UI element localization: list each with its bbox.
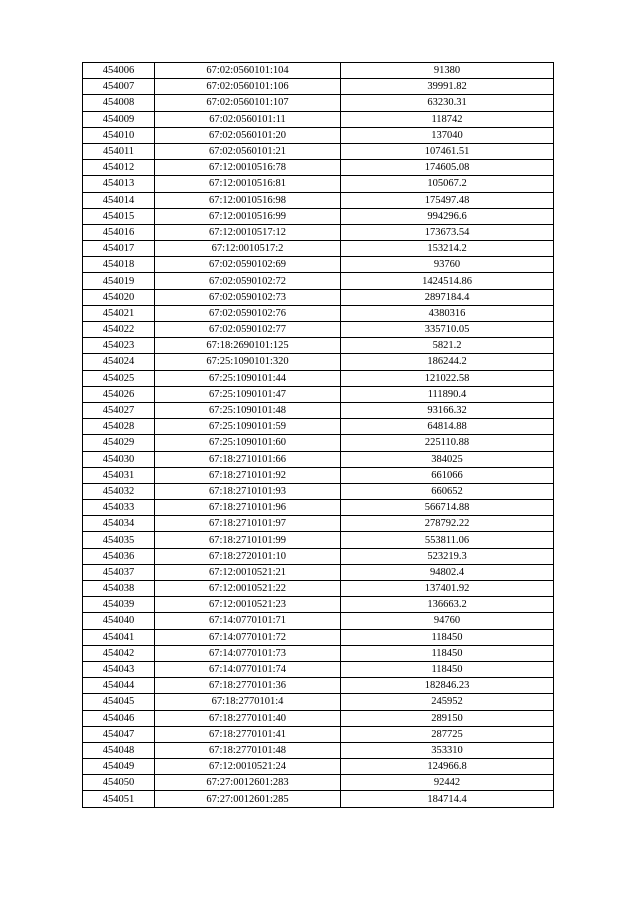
table-row <box>83 451 554 467</box>
cadastral-number-cell: 67:02:0560101:20 <box>155 127 341 143</box>
row-number-cell: 454025 <box>83 370 155 386</box>
cadastral-value-cell: 184714.4 <box>341 791 554 807</box>
table-row <box>83 402 554 418</box>
cadastral-value-table <box>82 62 554 808</box>
table-row <box>83 305 554 321</box>
row-number-cell: 454024 <box>83 354 155 370</box>
cadastral-number-cell: 67:25:1090101:59 <box>155 419 341 435</box>
row-number-cell: 454049 <box>83 759 155 775</box>
cadastral-number-cell: 67:25:1090101:48 <box>155 402 341 418</box>
row-number-cell: 454019 <box>83 273 155 289</box>
cadastral-value-cell: 566714.88 <box>341 500 554 516</box>
row-number-cell: 454008 <box>83 95 155 111</box>
cadastral-value-cell: 186244.2 <box>341 354 554 370</box>
cadastral-value-cell: 94802.4 <box>341 564 554 580</box>
cadastral-value-cell: 384025 <box>341 451 554 467</box>
row-number-cell: 454020 <box>83 289 155 305</box>
cadastral-number-cell: 67:14:0770101:71 <box>155 613 341 629</box>
row-number-cell: 454017 <box>83 241 155 257</box>
table-row <box>83 273 554 289</box>
cadastral-value-cell: 225110.88 <box>341 435 554 451</box>
cadastral-number-cell: 67:18:2710101:99 <box>155 532 341 548</box>
cadastral-number-cell: 67:18:2710101:96 <box>155 500 341 516</box>
table-row <box>83 775 554 791</box>
table-row <box>83 678 554 694</box>
table-row <box>83 742 554 758</box>
cadastral-number-cell: 67:12:0010517:2 <box>155 241 341 257</box>
cadastral-value-cell: 335710.05 <box>341 322 554 338</box>
row-number-cell: 454041 <box>83 629 155 645</box>
cadastral-value-cell: 124966.8 <box>341 759 554 775</box>
cadastral-value-cell: 107461.51 <box>341 143 554 159</box>
row-number-cell: 454037 <box>83 564 155 580</box>
table-row <box>83 694 554 710</box>
row-number-cell: 454046 <box>83 710 155 726</box>
cadastral-number-cell: 67:18:2710101:92 <box>155 467 341 483</box>
cadastral-value-cell: 661066 <box>341 467 554 483</box>
table-row <box>83 370 554 386</box>
cadastral-value-cell: 111890.4 <box>341 386 554 402</box>
table-row <box>83 467 554 483</box>
cadastral-number-cell: 67:25:1090101:320 <box>155 354 341 370</box>
cadastral-number-cell: 67:02:0590102:73 <box>155 289 341 305</box>
cadastral-number-cell: 67:18:2770101:36 <box>155 678 341 694</box>
row-number-cell: 454014 <box>83 192 155 208</box>
cadastral-value-cell: 553811.06 <box>341 532 554 548</box>
cadastral-number-cell: 67:18:2710101:97 <box>155 516 341 532</box>
cadastral-value-cell: 182846.23 <box>341 678 554 694</box>
cadastral-value-cell: 245952 <box>341 694 554 710</box>
row-number-cell: 454042 <box>83 645 155 661</box>
row-number-cell: 454035 <box>83 532 155 548</box>
table-row <box>83 127 554 143</box>
row-number-cell: 454011 <box>83 143 155 159</box>
row-number-cell: 454016 <box>83 224 155 240</box>
cadastral-number-cell: 67:12:0010521:24 <box>155 759 341 775</box>
cadastral-number-cell: 67:14:0770101:72 <box>155 629 341 645</box>
cadastral-value-cell: 118742 <box>341 111 554 127</box>
cadastral-number-cell: 67:25:1090101:44 <box>155 370 341 386</box>
table-row <box>83 483 554 499</box>
cadastral-value-cell: 64814.88 <box>341 419 554 435</box>
cadastral-number-cell: 67:12:0010516:99 <box>155 208 341 224</box>
cadastral-value-cell: 63230.31 <box>341 95 554 111</box>
row-number-cell: 454036 <box>83 548 155 564</box>
row-number-cell: 454021 <box>83 305 155 321</box>
cadastral-value-cell: 278792.22 <box>341 516 554 532</box>
cadastral-value-cell: 105067.2 <box>341 176 554 192</box>
cadastral-value-cell: 353310 <box>341 742 554 758</box>
cadastral-number-cell: 67:27:0012601:285 <box>155 791 341 807</box>
table-row <box>83 111 554 127</box>
cadastral-value-cell: 2897184.4 <box>341 289 554 305</box>
table-row <box>83 160 554 176</box>
row-number-cell: 454038 <box>83 581 155 597</box>
table-row <box>83 354 554 370</box>
cadastral-value-cell: 523219.3 <box>341 548 554 564</box>
cadastral-number-cell: 67:12:0010516:78 <box>155 160 341 176</box>
row-number-cell: 454033 <box>83 500 155 516</box>
cadastral-value-cell: 136663.2 <box>341 597 554 613</box>
row-number-cell: 454013 <box>83 176 155 192</box>
table-row <box>83 192 554 208</box>
cadastral-number-cell: 67:02:0560101:11 <box>155 111 341 127</box>
table-row <box>83 322 554 338</box>
row-number-cell: 454027 <box>83 402 155 418</box>
table-row <box>83 710 554 726</box>
row-number-cell: 454007 <box>83 79 155 95</box>
table-row <box>83 241 554 257</box>
table-row <box>83 548 554 564</box>
table-row <box>83 143 554 159</box>
row-number-cell: 454047 <box>83 726 155 742</box>
cadastral-number-cell: 67:18:2770101:4 <box>155 694 341 710</box>
cadastral-number-cell: 67:18:2720101:10 <box>155 548 341 564</box>
table-row <box>83 419 554 435</box>
row-number-cell: 454039 <box>83 597 155 613</box>
table-row <box>83 661 554 677</box>
row-number-cell: 454044 <box>83 678 155 694</box>
cadastral-number-cell: 67:02:0560101:104 <box>155 63 341 79</box>
cadastral-number-cell: 67:02:0560101:21 <box>155 143 341 159</box>
cadastral-number-cell: 67:18:2690101:125 <box>155 338 341 354</box>
cadastral-value-cell: 4380316 <box>341 305 554 321</box>
row-number-cell: 454010 <box>83 127 155 143</box>
table-row <box>83 95 554 111</box>
row-number-cell: 454029 <box>83 435 155 451</box>
cadastral-value-cell: 175497.48 <box>341 192 554 208</box>
cadastral-number-cell: 67:02:0560101:107 <box>155 95 341 111</box>
row-number-cell: 454022 <box>83 322 155 338</box>
table-row <box>83 79 554 95</box>
table-body <box>83 63 554 808</box>
cadastral-value-cell: 118450 <box>341 629 554 645</box>
cadastral-number-cell: 67:18:2710101:66 <box>155 451 341 467</box>
cadastral-number-cell: 67:18:2770101:41 <box>155 726 341 742</box>
row-number-cell: 454050 <box>83 775 155 791</box>
table-row <box>83 500 554 516</box>
cadastral-number-cell: 67:18:2770101:48 <box>155 742 341 758</box>
row-number-cell: 454043 <box>83 661 155 677</box>
row-number-cell: 454045 <box>83 694 155 710</box>
cadastral-value-cell: 118450 <box>341 661 554 677</box>
cadastral-number-cell: 67:02:0590102:72 <box>155 273 341 289</box>
table-row <box>83 645 554 661</box>
table-row <box>83 257 554 273</box>
row-number-cell: 454030 <box>83 451 155 467</box>
cadastral-number-cell: 67:12:0010521:22 <box>155 581 341 597</box>
table-row <box>83 564 554 580</box>
cadastral-number-cell: 67:02:0590102:76 <box>155 305 341 321</box>
cadastral-number-cell: 67:14:0770101:73 <box>155 645 341 661</box>
cadastral-number-cell: 67:12:0010521:21 <box>155 564 341 580</box>
table-row <box>83 759 554 775</box>
cadastral-number-cell: 67:02:0590102:69 <box>155 257 341 273</box>
row-number-cell: 454012 <box>83 160 155 176</box>
table-row <box>83 516 554 532</box>
table-row <box>83 208 554 224</box>
row-number-cell: 454018 <box>83 257 155 273</box>
cadastral-number-cell: 67:25:1090101:60 <box>155 435 341 451</box>
cadastral-number-cell: 67:12:0010521:23 <box>155 597 341 613</box>
cadastral-value-cell: 153214.2 <box>341 241 554 257</box>
cadastral-value-cell: 5821.2 <box>341 338 554 354</box>
cadastral-number-cell: 67:25:1090101:47 <box>155 386 341 402</box>
row-number-cell: 454026 <box>83 386 155 402</box>
cadastral-value-cell: 39991.82 <box>341 79 554 95</box>
row-number-cell: 454006 <box>83 63 155 79</box>
cadastral-value-cell: 994296.6 <box>341 208 554 224</box>
table-row <box>83 224 554 240</box>
cadastral-value-cell: 289150 <box>341 710 554 726</box>
cadastral-value-cell: 94760 <box>341 613 554 629</box>
cadastral-value-cell: 287725 <box>341 726 554 742</box>
cadastral-value-cell: 660652 <box>341 483 554 499</box>
cadastral-number-cell: 67:12:0010516:98 <box>155 192 341 208</box>
cadastral-value-cell: 173673.54 <box>341 224 554 240</box>
row-number-cell: 454031 <box>83 467 155 483</box>
cadastral-value-cell: 137040 <box>341 127 554 143</box>
cadastral-number-cell: 67:12:0010516:81 <box>155 176 341 192</box>
cadastral-value-cell: 93760 <box>341 257 554 273</box>
table-row <box>83 532 554 548</box>
cadastral-number-cell: 67:12:0010517:12 <box>155 224 341 240</box>
cadastral-value-cell: 1424514.86 <box>341 273 554 289</box>
table-row <box>83 791 554 807</box>
cadastral-value-cell: 92442 <box>341 775 554 791</box>
row-number-cell: 454048 <box>83 742 155 758</box>
table-row <box>83 63 554 79</box>
cadastral-number-cell: 67:18:2710101:93 <box>155 483 341 499</box>
table-row <box>83 726 554 742</box>
row-number-cell: 454032 <box>83 483 155 499</box>
cadastral-value-cell: 121022.58 <box>341 370 554 386</box>
table-row <box>83 289 554 305</box>
row-number-cell: 454028 <box>83 419 155 435</box>
cadastral-number-cell: 67:02:0590102:77 <box>155 322 341 338</box>
table-row <box>83 386 554 402</box>
row-number-cell: 454015 <box>83 208 155 224</box>
row-number-cell: 454051 <box>83 791 155 807</box>
cadastral-value-cell: 93166.32 <box>341 402 554 418</box>
row-number-cell: 454034 <box>83 516 155 532</box>
table-row <box>83 597 554 613</box>
table-row <box>83 581 554 597</box>
row-number-cell: 454040 <box>83 613 155 629</box>
table-row <box>83 176 554 192</box>
cadastral-number-cell: 67:14:0770101:74 <box>155 661 341 677</box>
cadastral-value-cell: 91380 <box>341 63 554 79</box>
table-row <box>83 629 554 645</box>
row-number-cell: 454009 <box>83 111 155 127</box>
cadastral-number-cell: 67:02:0560101:106 <box>155 79 341 95</box>
cadastral-value-cell: 174605.08 <box>341 160 554 176</box>
cadastral-value-cell: 118450 <box>341 645 554 661</box>
cadastral-number-cell: 67:18:2770101:40 <box>155 710 341 726</box>
cadastral-value-cell: 137401.92 <box>341 581 554 597</box>
table-row <box>83 613 554 629</box>
table-row <box>83 338 554 354</box>
cadastral-number-cell: 67:27:0012601:283 <box>155 775 341 791</box>
row-number-cell: 454023 <box>83 338 155 354</box>
table-row <box>83 435 554 451</box>
